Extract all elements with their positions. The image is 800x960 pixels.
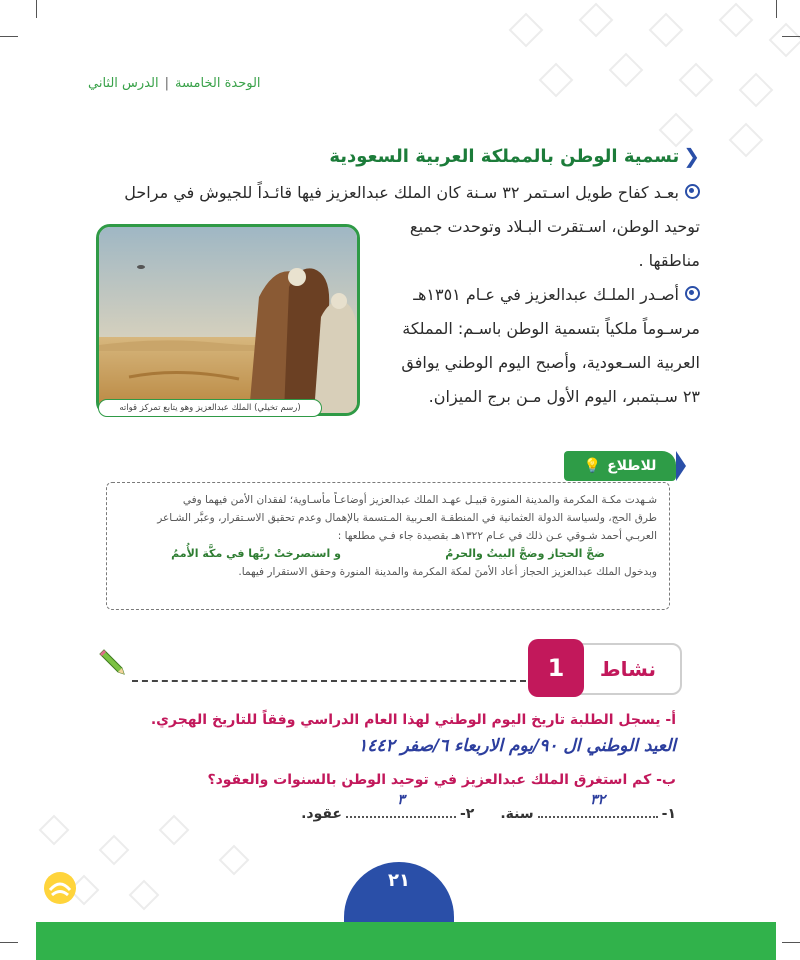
header-separator: |: [164, 76, 169, 91]
activity-header: [528, 643, 682, 695]
verse-second-hemistich: و استصرختْ ربَّها في مكَّة الأُممُ: [171, 547, 341, 560]
bullet-paragraph-2: [370, 278, 700, 414]
bullet-text: مناطقها .: [638, 251, 700, 270]
question-a-answer: العيد الوطني ال ٩٠/يوم الاربعاء ٦/صفر ١٤٤٢: [358, 736, 676, 756]
decorative-pattern: [470, 0, 800, 160]
footer-bar: [36, 922, 776, 960]
crop-mark: [36, 0, 37, 18]
info-closing-line: وبدخول الملك عبدالعزيز الحجاز أعاد الأمنَ لمكة المكرمة والمدينة المنورة وحقق الاستقرار فيهما.: [238, 566, 657, 578]
info-text-line: شـهدت مكـة المكرمة والمدينة المنورة قبيـل عهـد الملك عبدالعزيز أوضاعـاً مأسـاوية؛ لفقدان الأمن فيهما وفي: [182, 494, 657, 506]
page-number-tab: [344, 862, 454, 922]
historical-painting: [96, 224, 360, 416]
item1-unit: سنة.: [500, 806, 534, 822]
pencil-icon: [96, 646, 128, 678]
item2-answer: ٣: [397, 792, 405, 808]
question-b: ب- كم استغرق الملك عبدالعزيز في توحيد الوطن بالسنوات والعقود؟: [207, 772, 676, 788]
bullet-text: ٢٣ سـبتمبر، اليوم الأول مـن برج الميزان.: [428, 387, 700, 406]
bullet-text: العربية السـعودية، وأصبح اليوم الوطني يوافق: [401, 353, 700, 372]
crop-mark: [782, 36, 800, 37]
item1-prefix: ١-: [661, 806, 676, 822]
bullet-paragraph-1: [100, 176, 700, 210]
question-a: أ- يسجل الطلبة تاريخ اليوم الوطني لهذا العام الدراسي وفقاً للتاريخ الهجري.: [150, 712, 676, 728]
activity-divider: [132, 680, 526, 682]
bullet-line: [370, 278, 700, 312]
crop-mark: [0, 942, 18, 943]
page-header: [88, 76, 261, 91]
section-title: [329, 144, 700, 168]
painting-illustration: [99, 227, 357, 413]
item2-prefix: ٢-: [459, 806, 475, 822]
publisher-logo-icon: [40, 868, 80, 908]
activity-label: نشاط: [599, 657, 656, 681]
bullet-text: مرسـوماً ملكياً بتسمية الوطن باسـم: المملكة: [402, 319, 700, 338]
unit-label: الوحدة الخامسة: [174, 76, 261, 91]
info-box: [106, 482, 670, 610]
item2-unit: عقود.: [301, 806, 342, 822]
crop-mark: [782, 942, 800, 943]
image-caption: (رسم تخيلي) الملك عبدالعزيز وهو يتابع تمركز قواته: [98, 399, 322, 417]
bullet-line: [100, 176, 700, 210]
crop-mark: [776, 0, 777, 18]
info-text-line: العربـي أحمد شـوقي عـن ذلك في عـام ١٣٢٢هـ بقصيدة جاء فـي مطلعها :: [337, 530, 657, 542]
item2-blank[interactable]: [346, 792, 456, 818]
crop-mark: [0, 36, 18, 37]
bullet-text: توحيد الوطن، اسـتقرت البـلاد وتوحدت جميع: [409, 217, 700, 236]
page-number: ٢١: [388, 870, 410, 891]
question-b-answers: [301, 792, 676, 822]
lightbulb-book-icon: 💡: [583, 458, 602, 474]
bullet-icon: [685, 184, 700, 199]
activity-number: 1: [528, 639, 584, 697]
bullet-paragraph-1-cont: [370, 210, 700, 278]
bullet-icon: [685, 286, 700, 301]
lesson-label: الدرس الثاني: [88, 76, 159, 91]
info-text-line: طرق الحج، ولسياسة الدولة العثمانية في المنطقـة العـربية المـتسمة بالإهمال وعدم تحقيق الاسـتقرار، وعبَّر الشـاعر: [157, 512, 657, 524]
bullet-text: أصـدر الملـك عبدالعزيز في عـام ١٣٥١هـ: [413, 285, 679, 304]
item1-answer: ٣٢: [590, 792, 606, 808]
item1-blank[interactable]: [538, 792, 658, 818]
info-tab-label: للاطلاع: [607, 458, 657, 474]
bullet-text: بعـد كفاح طويل اسـتمر ٣٢ سـنة كان الملك عبدالعزيز فيها قائـداً للجيوش في مراحل: [124, 183, 679, 202]
chevron-left-icon: ❮: [683, 144, 700, 168]
verse-first-hemistich: ضجَّ الحجاز وضجَّ البيتُ والحرمُ: [445, 547, 605, 560]
poem-verse: [119, 545, 657, 563]
info-tab: [564, 451, 676, 481]
section-title-text: تسمية الوطن بالمملكة العربية السعودية: [329, 145, 680, 167]
